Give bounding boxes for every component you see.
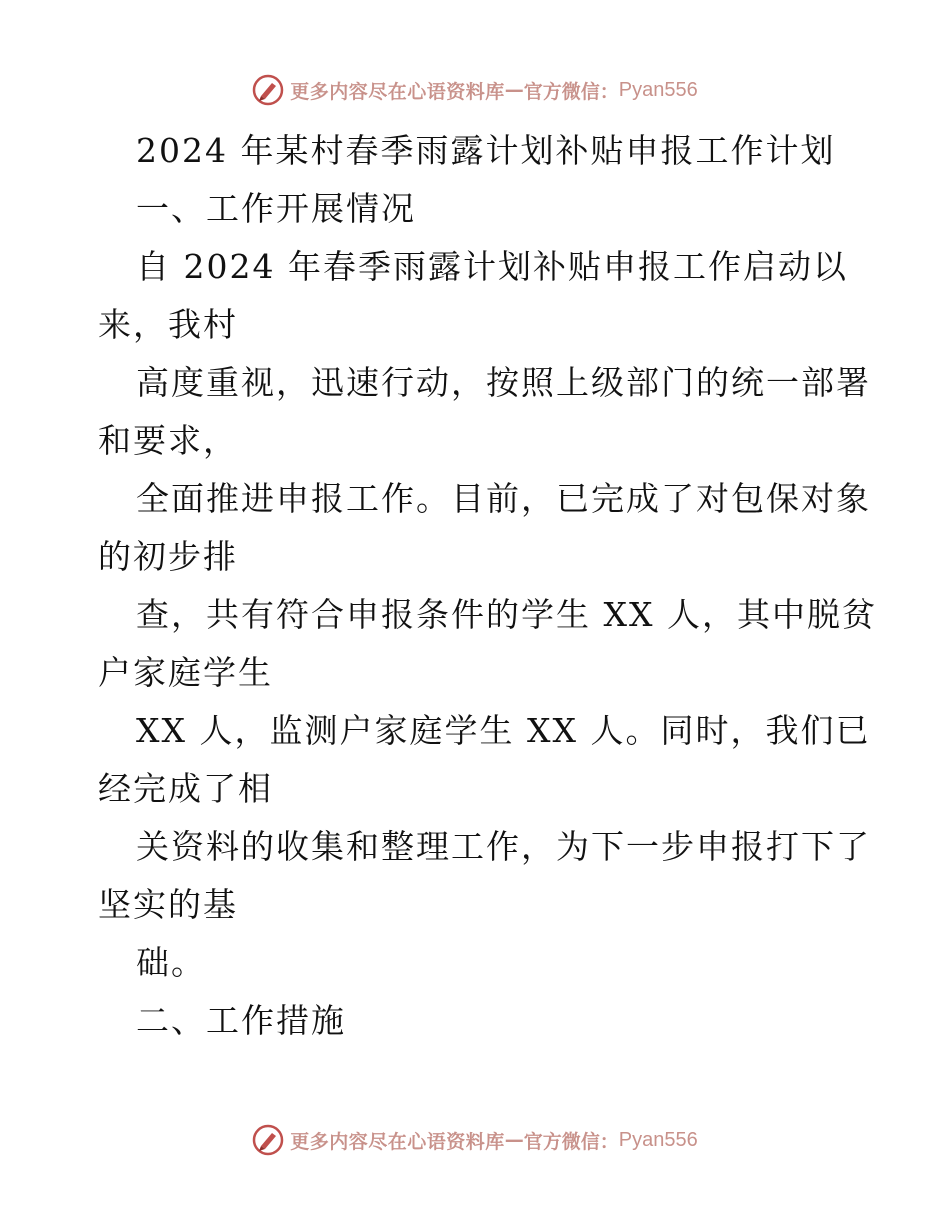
text-line: 自 2024 年春季雨露计划补贴申报工作启动以 <box>136 247 848 286</box>
header-watermark <box>0 70 950 110</box>
watermark-wechat-label: 官方微信： <box>523 80 619 103</box>
text-line: 查，共有符合申报条件的学生 XX 人，其中脱贫 <box>136 595 877 634</box>
text-line: 坚实的基 <box>98 885 238 924</box>
pen-logo-icon <box>252 74 284 106</box>
text-line: XX 人，监测户家庭学生 XX 人。同时，我们已 <box>136 711 871 750</box>
text-line: 关资料的收集和整理工作，为下一步申报打下了 <box>136 827 871 866</box>
text-line: 的初步排 <box>98 537 238 576</box>
document-body <box>98 122 877 1050</box>
section-heading: 一、工作开展情况 <box>136 189 416 228</box>
watermark-wechat-label: 官方微信： <box>523 1130 619 1153</box>
text-line: 础。 <box>136 943 206 982</box>
text-line: 经完成了相 <box>98 769 273 808</box>
footer-watermark <box>0 1120 950 1160</box>
watermark-separator: — <box>504 1129 524 1151</box>
section-heading: 二、工作措施 <box>136 1001 346 1040</box>
text-line: 全面推进申报工作。目前，已完成了对包保对象 <box>136 479 871 518</box>
text-line: 户家庭学生 <box>98 653 273 692</box>
text-line: 高度重视，迅速行动，按照上级部门的统一部署 <box>136 363 871 402</box>
watermark-separator: — <box>504 79 524 101</box>
watermark-text: 更多内容尽在心语资料库 <box>290 1130 505 1153</box>
watermark-text: 更多内容尽在心语资料库 <box>290 80 505 103</box>
document-title: 2024 年某村春季雨露计划补贴申报工作计划 <box>136 131 836 170</box>
pen-logo-icon <box>252 1124 284 1156</box>
text-line: 和要求， <box>98 421 238 460</box>
watermark-wechat-id: Pyan556 <box>618 1128 698 1151</box>
watermark-wechat-id: Pyan556 <box>618 78 698 101</box>
text-line: 来，我村 <box>98 305 238 344</box>
